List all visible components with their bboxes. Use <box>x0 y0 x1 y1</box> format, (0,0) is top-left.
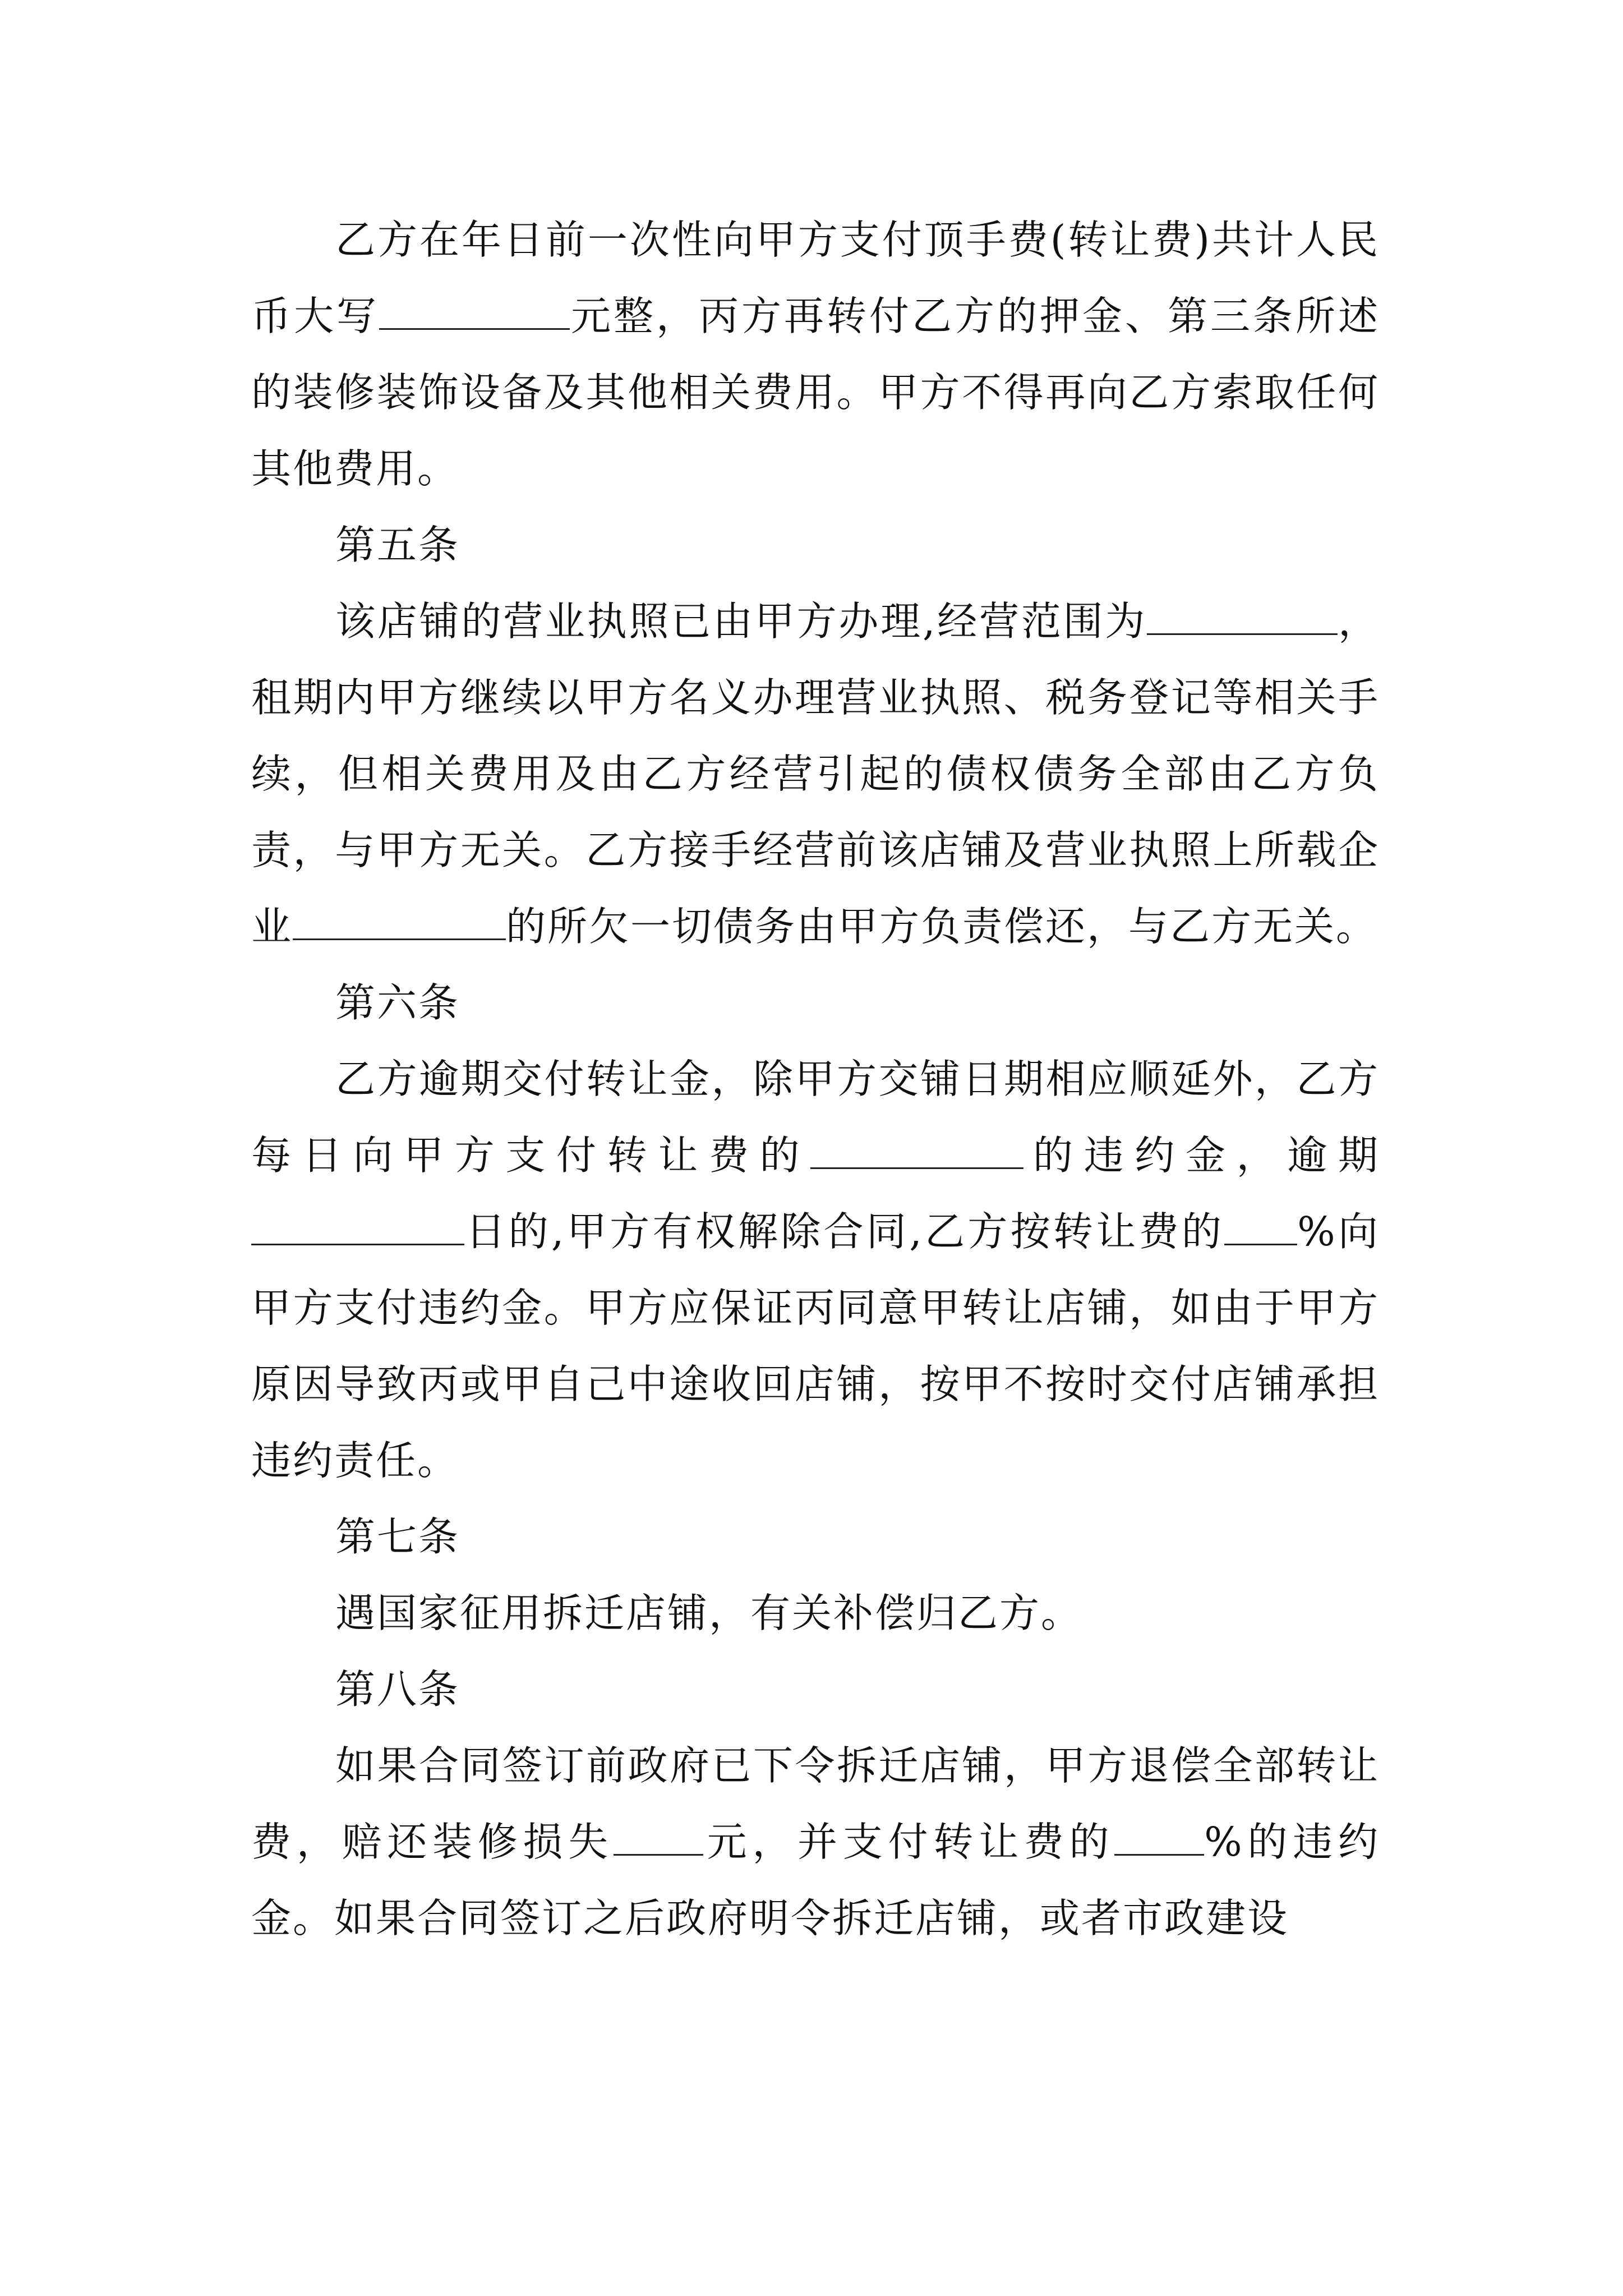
text: ，租期内甲方继续以甲方名义办理营业执照、税务登记等相关手续，但相关费用及由乙方经营引起的债权债务全部由乙方负责，与甲方无关。乙方接手经营前该店铺及营业执照上所载企业 <box>251 598 1380 950</box>
blank-percent-field <box>1224 1209 1297 1245</box>
text: 的违约金，逾期 <box>1023 1132 1380 1179</box>
text: 如果合同签订前政府已下令拆迁店铺，甲方退偿全部转让费，赔还装修损失 <box>251 1742 1380 1865</box>
paragraph-article-5 <box>251 583 1380 965</box>
blank-business-scope-field <box>1147 599 1338 635</box>
article-heading-8: 第八条 <box>335 1666 460 1713</box>
text: 元，并支付转让费的 <box>703 1819 1115 1865</box>
text: %的违约金。如果合同签订之后政府明令拆迁店铺，或者市政建设 <box>251 1819 1380 1941</box>
article-heading-5: 第五条 <box>335 522 460 568</box>
text: 元整，丙方再转付乙方的押金、第三条所述的装修装饰设备及其他相关费用。甲方不得再向乙方索取任何其他费用。 <box>251 293 1380 492</box>
blank-amount-field <box>379 293 570 330</box>
article-heading-7: 第七条 <box>335 1513 460 1560</box>
paragraph-article-6 <box>251 1041 1380 1499</box>
document-page <box>251 202 1380 1957</box>
blank-percent-field <box>1114 1819 1204 1856</box>
paragraph-article-7 <box>251 1575 1380 1651</box>
paragraph-article-8 <box>251 1728 1380 1957</box>
text: %向甲方支付违约金。甲方应保证丙同意甲转让店铺，如由于甲方原因导致丙或甲自己中途收回店铺，按甲不按时交付店铺承担违约责任。 <box>251 1208 1380 1484</box>
blank-company-field <box>293 904 506 940</box>
blank-overdue-days-field <box>251 1209 464 1245</box>
text: 日的,甲方有权解除合同,乙方按转让费的 <box>464 1208 1225 1255</box>
text: 的所欠一切债务由甲方负责偿还，与乙方无关。 <box>506 903 1378 950</box>
text: 遇国家征用拆迁店铺，有关补偿归乙方。 <box>335 1590 1083 1636</box>
paragraph-payment <box>251 202 1380 507</box>
article-heading-6: 第六条 <box>335 979 460 1026</box>
blank-penalty-rate-field <box>810 1133 1023 1169</box>
text: 乙方在年日前一次性向甲方支付顶手费(转让费)共计人民币大写 <box>251 217 1380 339</box>
text: 乙方逾期交付转让金，除甲方交铺日期相应顺延外，乙方每日向甲方支付转让费的 <box>251 1056 1380 1179</box>
text: 该店铺的营业执照已由甲方办理,经营范围为 <box>335 598 1147 645</box>
blank-renovation-loss-field <box>614 1819 703 1856</box>
